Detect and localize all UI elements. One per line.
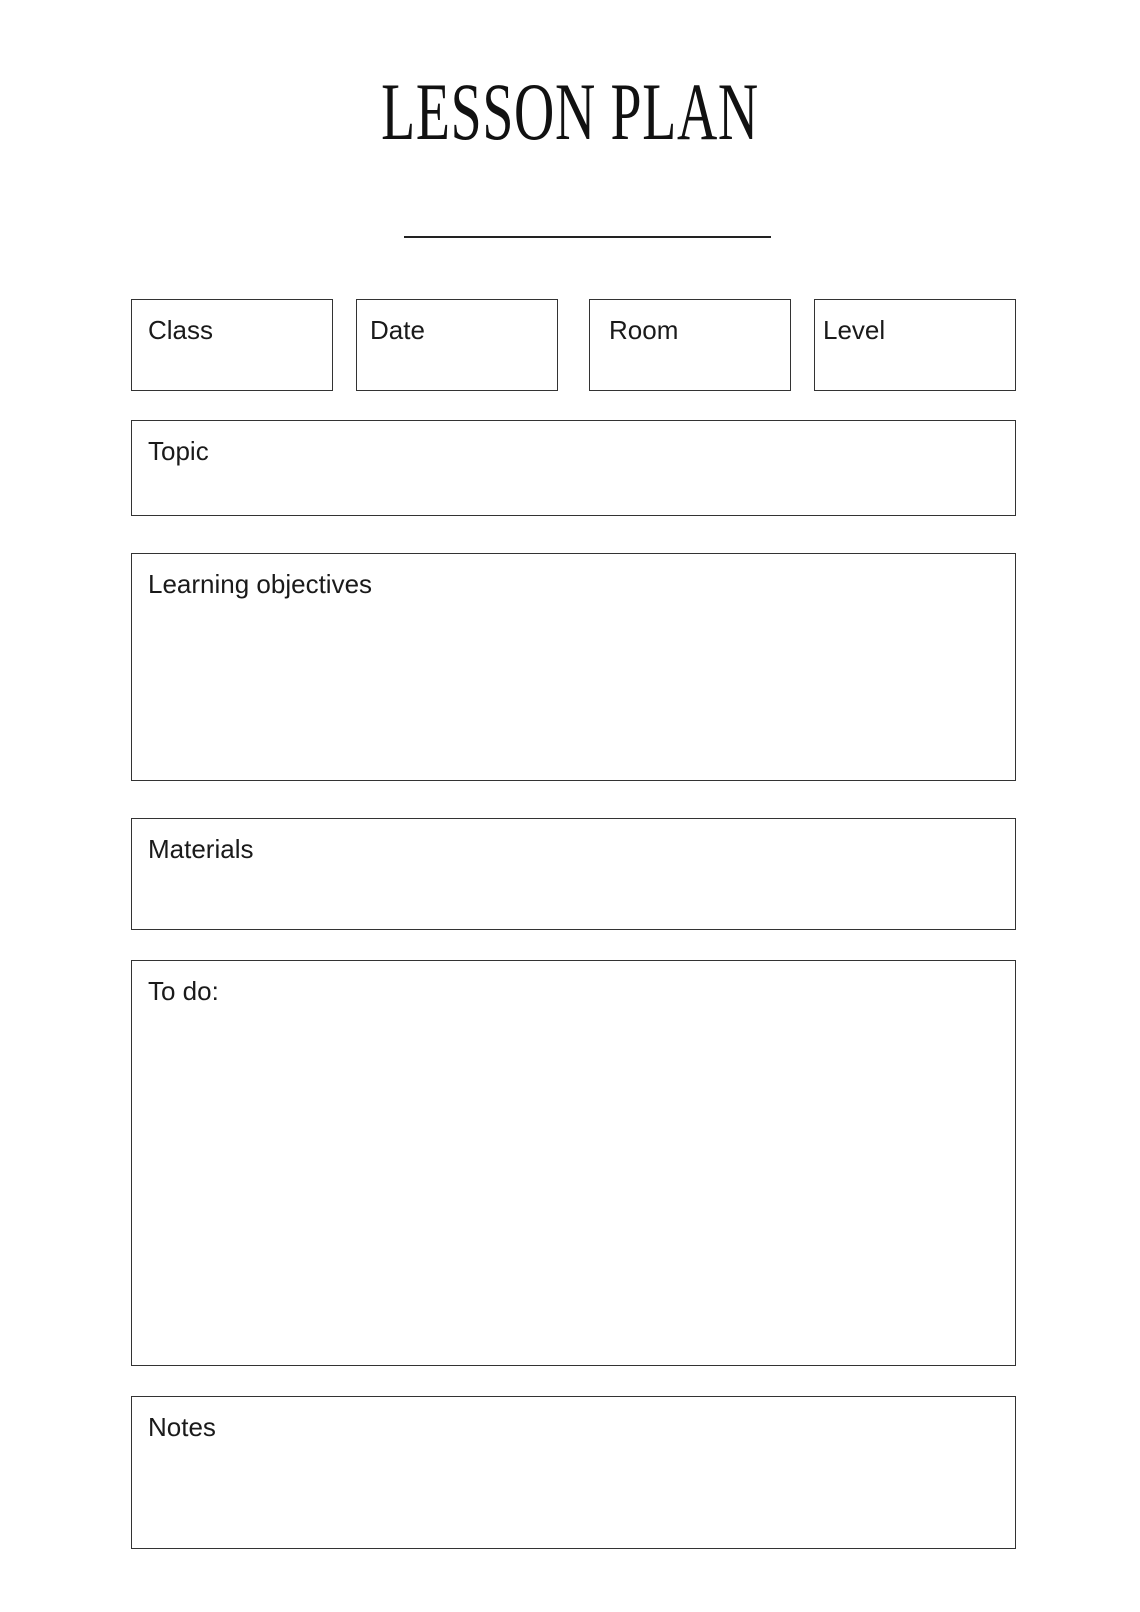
class-field[interactable]	[131, 299, 333, 391]
topic-label: Topic	[148, 436, 209, 466]
date-label: Date	[370, 315, 425, 345]
class-label: Class	[148, 315, 214, 345]
room-field[interactable]	[589, 299, 791, 391]
notes-label: Notes	[148, 1412, 216, 1442]
learning-objectives-label: Learning objectives	[148, 569, 373, 599]
date-field[interactable]	[356, 299, 558, 391]
materials-field[interactable]	[131, 818, 1016, 930]
materials-label: Materials	[148, 834, 254, 864]
page-title: LESSON PLAN	[381, 66, 759, 157]
todo-label: To do:	[148, 976, 219, 1006]
notes-field[interactable]	[131, 1396, 1016, 1549]
title-underline	[404, 236, 771, 238]
learning-objectives-field[interactable]	[131, 553, 1016, 781]
level-label: Level	[823, 315, 886, 345]
todo-field[interactable]	[131, 960, 1016, 1366]
topic-field[interactable]	[131, 420, 1016, 516]
room-label: Room	[609, 315, 679, 345]
level-field[interactable]	[814, 299, 1016, 391]
